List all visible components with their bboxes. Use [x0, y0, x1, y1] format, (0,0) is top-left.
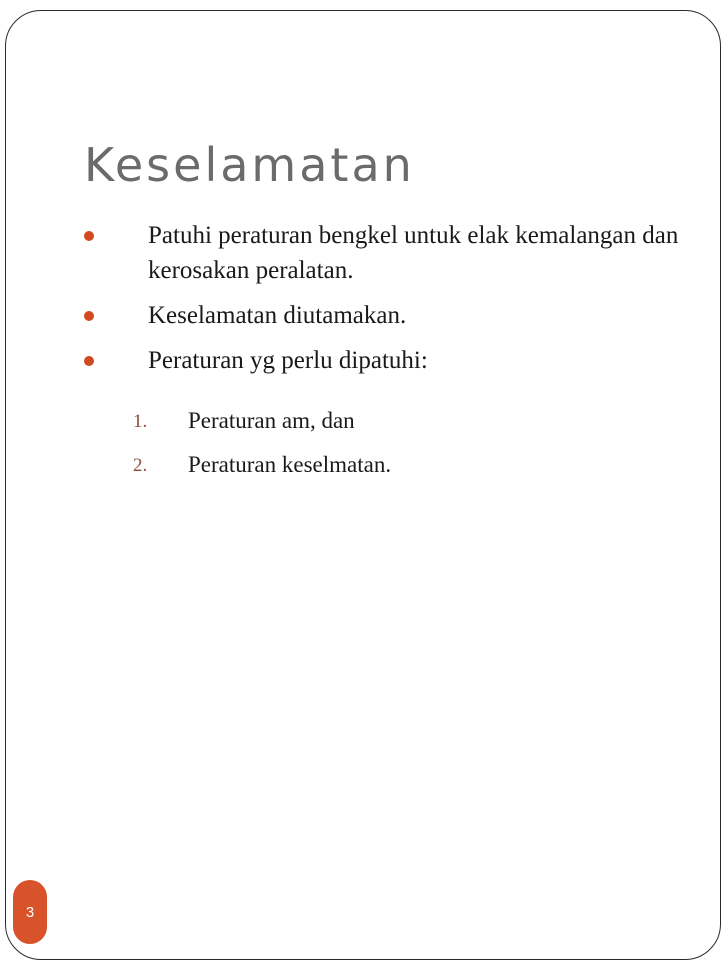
bullet-item — [84, 218, 684, 288]
numbered-text: Peraturan am, dan — [188, 408, 355, 433]
bullet-text: Peraturan yg perlu dipatuhi: — [148, 347, 428, 374]
numbered-text: Peraturan keselmatan. — [188, 452, 392, 477]
bullet-item — [84, 298, 684, 333]
page-number-badge — [13, 880, 47, 944]
bullet-dot-icon — [84, 356, 94, 366]
slide-title: Keselamatan — [84, 138, 415, 192]
number-marker: 1. — [133, 411, 148, 432]
numbered-list — [133, 404, 693, 492]
bullet-list — [84, 218, 684, 388]
numbered-item — [133, 448, 693, 482]
numbered-item — [133, 404, 693, 438]
number-marker: 2. — [133, 455, 148, 476]
bullet-item — [84, 343, 684, 378]
page-number: 3 — [25, 903, 35, 921]
bullet-text: Keselamatan diutamakan. — [148, 302, 407, 329]
bullet-dot-icon — [84, 231, 94, 241]
bullet-text: Patuhi peraturan bengkel untuk elak kemalangan dan kerosakan peralatan. — [148, 222, 679, 284]
bullet-dot-icon — [84, 311, 94, 321]
